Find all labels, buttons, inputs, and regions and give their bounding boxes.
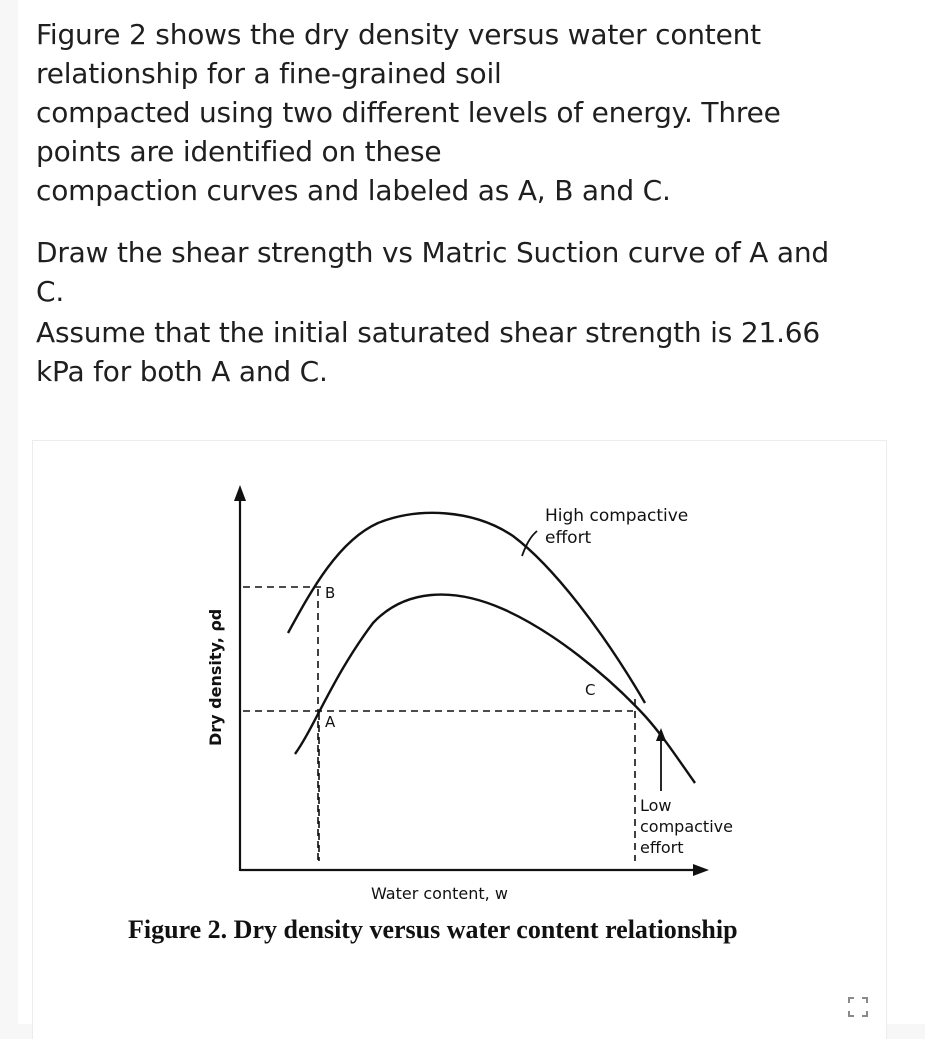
low-effort-label-line1: Low [640, 796, 672, 815]
question-instruction-text: Draw the shear strength vs Matric Suction curve of A and C. [36, 236, 830, 308]
expand-icon[interactable] [847, 996, 869, 1018]
high-effort-label-line1: High compactive [545, 506, 689, 526]
figure-card-footer [32, 979, 887, 1039]
high-effort-curve [288, 513, 645, 703]
point-a-label: A [325, 713, 336, 731]
x-axis-arrow [693, 864, 709, 876]
point-c-label: C [585, 681, 596, 699]
low-effort-curve [295, 595, 695, 783]
x-axis-label: Water content, w [371, 884, 508, 903]
question-intro-text: Figure 2 shows the dry density versus water content relationship for a fine-grained soil compacted using two different levels of energy. Three points are identified on these compaction curves and labeled as A, B and C. [36, 18, 781, 207]
y-axis-label: Dry density, ρd [206, 608, 225, 746]
high-effort-leader [522, 531, 537, 556]
compaction-curve-diagram [33, 441, 886, 979]
figure-image[interactable] [32, 440, 887, 980]
question-assumption-text: Assume that the initial saturated shear strength is 21.66 kPa for both A and C. [36, 316, 821, 388]
y-axis-arrow [234, 485, 246, 501]
figure-caption: Figure 2. Dry density versus water content relationship [128, 915, 738, 944]
point-b-label: B [325, 584, 336, 602]
low-effort-label-line3: effort [640, 838, 684, 857]
low-effort-label-line2: compactive [640, 817, 733, 836]
high-effort-label-line2: effort [545, 528, 592, 548]
